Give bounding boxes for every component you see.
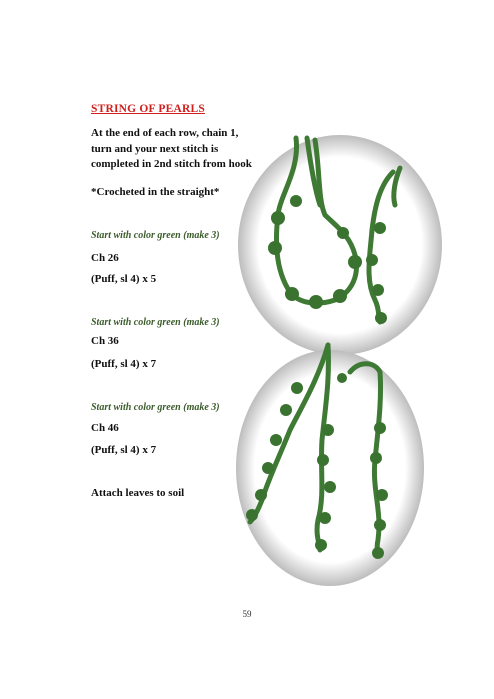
section-repeat-2: (Puff, sl 4) x 7 — [91, 358, 157, 370]
finish-instruction: Attach leaves to soil — [91, 487, 185, 499]
straight-note: *Crocheted in the straight* — [91, 186, 220, 198]
section-chain-1: Ch 26 — [91, 252, 119, 264]
photo-top — [238, 135, 442, 355]
section-chain-2: Ch 36 — [91, 335, 119, 347]
section-repeat-1: (Puff, sl 4) x 5 — [91, 273, 157, 285]
section-chain-3: Ch 46 — [91, 422, 119, 434]
section-heading-2: Start with color green (make 3) — [91, 317, 220, 328]
intro-instructions: At the end of each row, chain 1, turn and your next stitch is completed in 2nd stitch from hook — [91, 127, 252, 170]
section-heading-3: Start with color green (make 3) — [91, 402, 220, 413]
pattern-title: STRING OF PEARLS — [91, 103, 205, 115]
section-repeat-3: (Puff, sl 4) x 7 — [91, 444, 157, 456]
page-number: 59 — [242, 609, 252, 619]
section-heading-1: Start with color green (make 3) — [91, 230, 220, 241]
photo-bottom — [236, 345, 424, 586]
